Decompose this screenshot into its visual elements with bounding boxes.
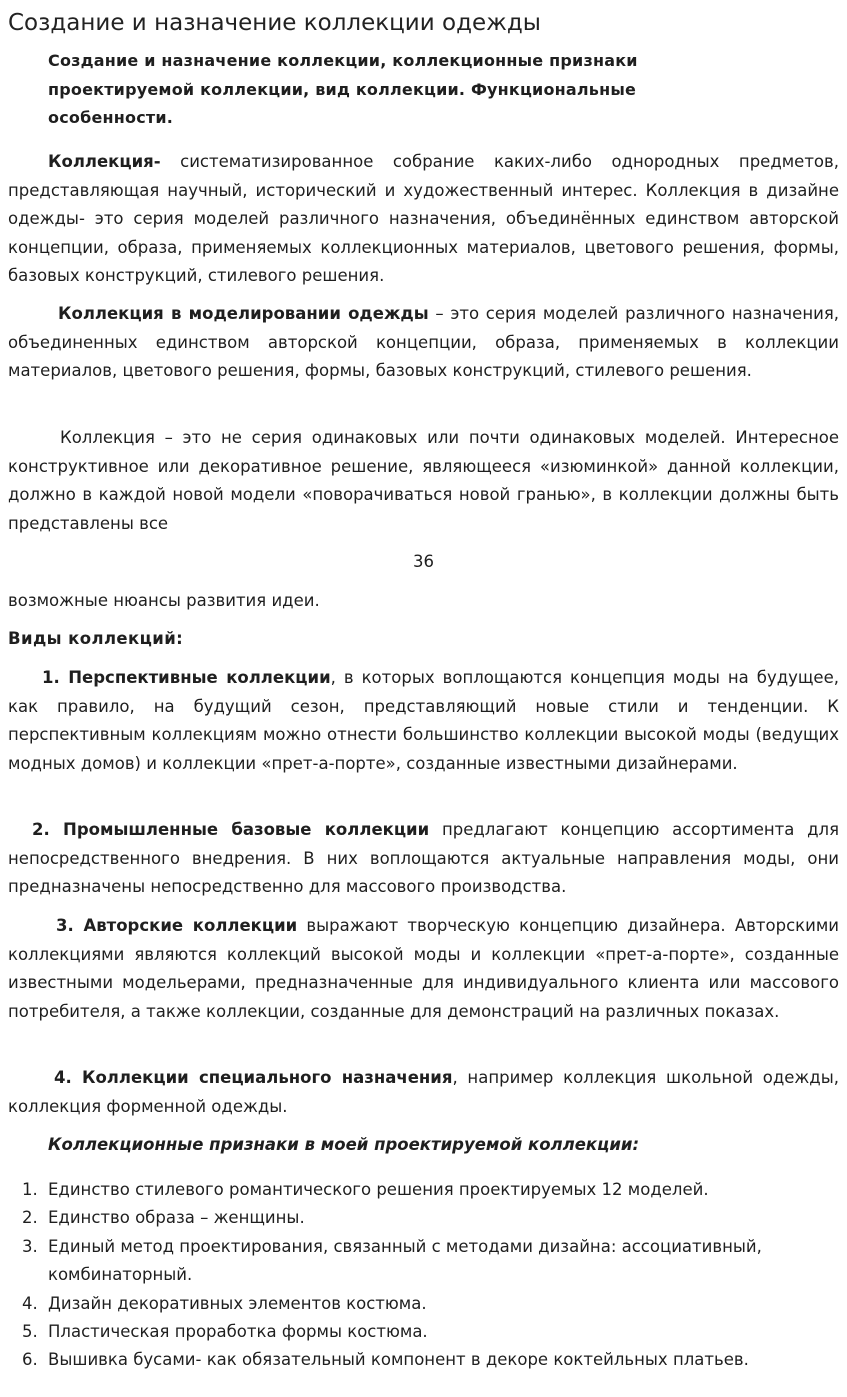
kind-item-title: 1. Перспективные коллекции (42, 668, 331, 687)
kind-item-text: , например коллекция школьной одежды, коллекция форменной одежды. (8, 1068, 839, 1116)
list-item-text: Вышивка бусами- как обязательный компонент в декоре коктейльных платьев. (48, 1350, 749, 1370)
kind-item-3 (8, 912, 839, 1026)
list-item (8, 1290, 839, 1318)
kind-item-title: 4. Коллекции специального назначения (54, 1068, 453, 1087)
kind-item-text: выражают творческую концепцию дизайнера. Авторскими коллекциями являются коллекций высокой моды и коллекции «прет-а-порте», созданные известными модельерами, предназначенные для индивидуального клиента или массового потребителя, а также коллекции, созданные для демонстраций на различных показах. (8, 916, 839, 1021)
list-item (8, 1233, 839, 1290)
list-number: 2. (22, 1208, 38, 1228)
list-item-text: Единство стилевого романтического решения проектируемых 12 моделей. (48, 1180, 709, 1199)
paragraph-continuation (8, 587, 839, 616)
features-heading: Коллекционные признаки в моей проектируемой коллекции: (48, 1135, 640, 1154)
page-number: 36 (413, 552, 434, 571)
term-collection-modeling: Коллекция в моделировании одежды (58, 304, 429, 323)
kinds-heading: Виды коллекций: (8, 629, 184, 648)
paragraph-text: – это серия моделей различного назначения, объединенных единством авторской концепции, образа, применяемых в коллекции материалов, цветового решения, формы, базовых конструкций, стилевого решения. (8, 304, 839, 380)
term-collection: Коллекция- (48, 152, 161, 171)
kind-item-title: 2. Промышленные базовые коллекции (32, 820, 430, 839)
list-item (8, 1176, 839, 1204)
paragraph-text: возможные нюансы развития идеи. (8, 591, 320, 610)
paragraph-collection-not-series (8, 424, 839, 538)
list-item (8, 1204, 839, 1232)
kind-item-title: 3. Авторские коллекции (56, 916, 298, 935)
paragraph-text: Коллекция – это не серия одинаковых или почти одинаковых моделей. Интересное конструктивное или декоративное решение, являющееся «изюминкой» данной коллекции, должно в каждой новой модели «поворачиваться новой гранью», в коллекции должны быть представлены все (8, 428, 839, 533)
list-number: 4. (22, 1293, 38, 1313)
list-item-text: Единство образа – женщины. (48, 1208, 305, 1228)
list-item-text: Единый метод проектирования, связанный с методами дизайна: ассоциативный, комбинаторный. (48, 1236, 762, 1285)
section-subtitle: Создание и назначение коллекции, коллекционные признаки проектируемой коллекции, вид коллекции. Функциональные особенности. (48, 51, 638, 127)
features-list (8, 1176, 839, 1375)
kind-item-2 (8, 816, 839, 902)
list-number: 3. (22, 1236, 38, 1256)
list-item-text: Дизайн декоративных элементов костюма. (48, 1293, 427, 1313)
list-item (8, 1318, 839, 1346)
page-title: Создание и назначение коллекции одежды (8, 10, 541, 36)
list-item-text: Пластическая проработка формы костюма. (48, 1322, 428, 1342)
kind-item-text: предлагают концепцию ассортимента для непосредственного внедрения. В них воплощаются актуальные направления моды, они предназначены непосредственно для массового производства. (8, 820, 839, 896)
paragraph-collection-definition (8, 148, 839, 291)
paragraph-text: систематизированное собрание каких-либо однородных предметов, представляющая научный, исторический и художественный интерес. Коллекция в дизайне одежды- это серия моделей различного назначения, объединённых единством авторской концепции, образа, применяемых коллекционных материалов, цветового решения, формы, базовых конструкций, стилевого решения. (8, 152, 839, 285)
list-number: 6. (22, 1350, 38, 1370)
paragraph-collection-modeling (8, 300, 839, 386)
list-number: 5. (22, 1322, 38, 1342)
kind-item-1 (8, 664, 839, 778)
kind-item-text: , в которых воплощаются концепция моды на будущее, как правило, на будущий сезон, представляющий новые стили и тенденции. К перспективным коллекциям можно отнести большинство коллекции высокой моды (ведущих модных домов) и коллекции «прет-а-порте», созданные известными дизайнерами. (8, 668, 839, 773)
kind-item-4 (8, 1064, 839, 1121)
list-number: 1. (22, 1180, 38, 1199)
list-item (8, 1346, 839, 1374)
